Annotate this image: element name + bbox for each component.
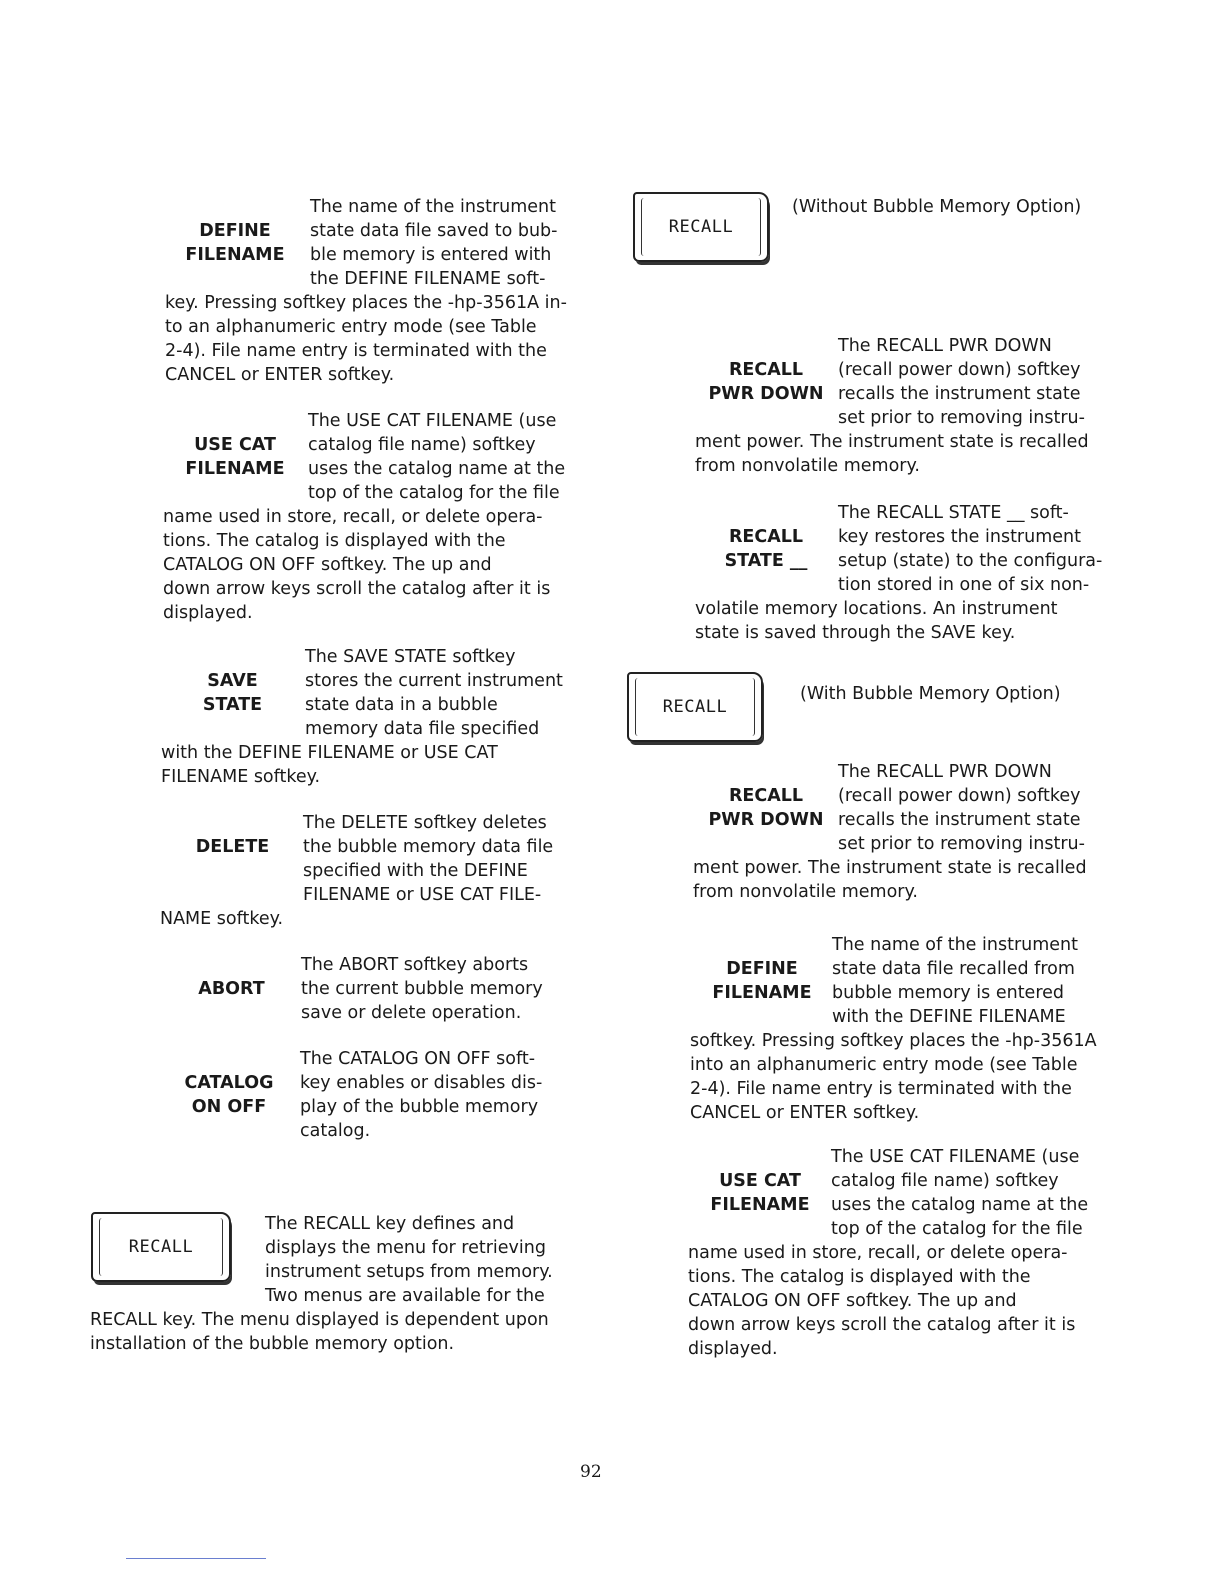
text-line: the current bubble memory — [301, 979, 543, 999]
text-line: key. Pressing softkey places the -hp-3561A in- — [165, 293, 567, 313]
text-line: The name of the instrument — [832, 935, 1078, 955]
text-line: The name of the instrument — [310, 197, 556, 217]
softkey-label-define-filename: DEFINE FILENAME — [712, 959, 812, 1003]
text-line: catalog. — [300, 1121, 371, 1141]
recall-keycap: RECALL — [91, 1212, 231, 1282]
text-line: to an alphanumeric entry mode (see Table — [165, 317, 537, 337]
text-line: ment power. The instrument state is recalled — [693, 858, 1087, 878]
text-line: key enables or disables dis- — [300, 1073, 543, 1093]
text-line: (recall power down) softkey — [838, 360, 1081, 380]
softkey-label-use-cat-filename: USE CAT FILENAME — [185, 435, 285, 479]
text-line: memory data file specified — [305, 719, 540, 739]
section-caption: (Without Bubble Memory Option) — [792, 197, 1082, 217]
text-line: into an alphanumeric entry mode (see Table — [690, 1055, 1078, 1075]
text-line: top of the catalog for the file — [308, 483, 560, 503]
text-line: installation of the bubble memory option. — [90, 1334, 455, 1354]
softkey-label-use-cat-filename: USE CAT FILENAME — [710, 1171, 810, 1215]
text-line: set prior to removing instru- — [838, 834, 1085, 854]
page-number: 92 — [580, 1462, 602, 1482]
text-line: The RECALL key defines and — [265, 1214, 515, 1234]
text-line: CATALOG ON OFF softkey. The up and — [688, 1291, 1017, 1311]
text-line: The RECALL PWR DOWN — [838, 336, 1052, 356]
text-line: The USE CAT FILENAME (use — [831, 1147, 1080, 1167]
text-line: state is saved through the SAVE key. — [695, 623, 1016, 643]
text-line: CANCEL or ENTER softkey. — [690, 1103, 920, 1123]
text-line: The SAVE STATE softkey — [305, 647, 516, 667]
softkey-label-recall-state: RECALL STATE __ — [724, 527, 808, 571]
text-line: catalog file name) softkey — [831, 1171, 1059, 1191]
text-line: The CATALOG ON OFF soft- — [300, 1049, 536, 1069]
text-line: FILENAME softkey. — [161, 767, 321, 787]
softkey-label-recall-pwr-down: RECALL PWR DOWN — [708, 360, 824, 404]
text-line: RECALL key. The menu displayed is dependent upon — [90, 1310, 549, 1330]
text-line: with the DEFINE FILENAME or USE CAT — [161, 743, 498, 763]
text-line: The DELETE softkey deletes — [303, 813, 547, 833]
text-line: save or delete operation. — [301, 1003, 522, 1023]
footer-rule — [126, 1558, 266, 1559]
text-line: tions. The catalog is displayed with the — [688, 1267, 1031, 1287]
text-line: play of the bubble memory — [300, 1097, 539, 1117]
text-line: FILENAME or USE CAT FILE- — [303, 885, 542, 905]
text-line: CATALOG ON OFF softkey. The up and — [163, 555, 492, 575]
text-line: 2-4). File name entry is terminated with the — [690, 1079, 1072, 1099]
text-line: set prior to removing instru- — [838, 408, 1085, 428]
text-line: Two menus are available for the — [265, 1286, 545, 1306]
text-line: volatile memory locations. An instrument — [695, 599, 1058, 619]
text-line: recalls the instrument state — [838, 384, 1081, 404]
text-line: catalog file name) softkey — [308, 435, 536, 455]
section-caption: (With Bubble Memory Option) — [800, 684, 1061, 704]
text-line: bubble memory is entered — [832, 983, 1065, 1003]
text-line: name used in store, recall, or delete opera- — [688, 1243, 1068, 1263]
recall-keycap: RECALL — [627, 672, 763, 742]
text-line: recalls the instrument state — [838, 810, 1081, 830]
text-line: uses the catalog name at the — [308, 459, 566, 479]
text-line: name used in store, recall, or delete opera- — [163, 507, 543, 527]
text-line: specified with the DEFINE — [303, 861, 528, 881]
softkey-label-save-state: SAVE STATE — [202, 671, 263, 715]
text-line: tions. The catalog is displayed with the — [163, 531, 506, 551]
text-line: ble memory is entered with — [310, 245, 552, 265]
softkey-label-recall-pwr-down: RECALL PWR DOWN — [708, 786, 824, 830]
text-line: tion stored in one of six non- — [838, 575, 1090, 595]
text-line: The ABORT softkey aborts — [301, 955, 529, 975]
text-line: from nonvolatile memory. — [695, 456, 920, 476]
text-line: with the DEFINE FILENAME — [832, 1007, 1066, 1027]
text-line: the DEFINE FILENAME soft- — [310, 269, 546, 289]
text-line: The USE CAT FILENAME (use — [308, 411, 557, 431]
text-line: (recall power down) softkey — [838, 786, 1081, 806]
text-line: uses the catalog name at the — [831, 1195, 1089, 1215]
recall-keycap: RECALL — [633, 192, 769, 262]
text-line: setup (state) to the configura- — [838, 551, 1103, 571]
text-line: state data file recalled from — [832, 959, 1075, 979]
softkey-label-catalog-on-off: CATALOG ON OFF — [184, 1073, 274, 1117]
text-line: ment power. The instrument state is recalled — [695, 432, 1089, 452]
text-line: state data in a bubble — [305, 695, 498, 715]
text-line: NAME softkey. — [160, 909, 284, 929]
text-line: instrument setups from memory. — [265, 1262, 553, 1282]
text-line: softkey. Pressing softkey places the -hp-3561A — [690, 1031, 1097, 1051]
text-line: stores the current instrument — [305, 671, 563, 691]
text-line: CANCEL or ENTER softkey. — [165, 365, 395, 385]
text-line: down arrow keys scroll the catalog after it is — [163, 579, 551, 599]
text-line: state data file saved to bub- — [310, 221, 558, 241]
text-line: top of the catalog for the file — [831, 1219, 1083, 1239]
text-line: the bubble memory data file — [303, 837, 554, 857]
softkey-label-delete: DELETE — [195, 837, 270, 857]
softkey-label-abort: ABORT — [198, 979, 265, 999]
text-line: The RECALL STATE __ soft- — [838, 503, 1069, 523]
text-line: displayed. — [163, 603, 253, 623]
text-line: displayed. — [688, 1339, 778, 1359]
text-line: The RECALL PWR DOWN — [838, 762, 1052, 782]
softkey-label-define-filename: DEFINE FILENAME — [185, 221, 285, 265]
text-line: displays the menu for retrieving — [265, 1238, 546, 1258]
text-line: 2-4). File name entry is terminated with the — [165, 341, 547, 361]
text-line: key restores the instrument — [838, 527, 1081, 547]
text-line: down arrow keys scroll the catalog after it is — [688, 1315, 1076, 1335]
text-line: from nonvolatile memory. — [693, 882, 918, 902]
